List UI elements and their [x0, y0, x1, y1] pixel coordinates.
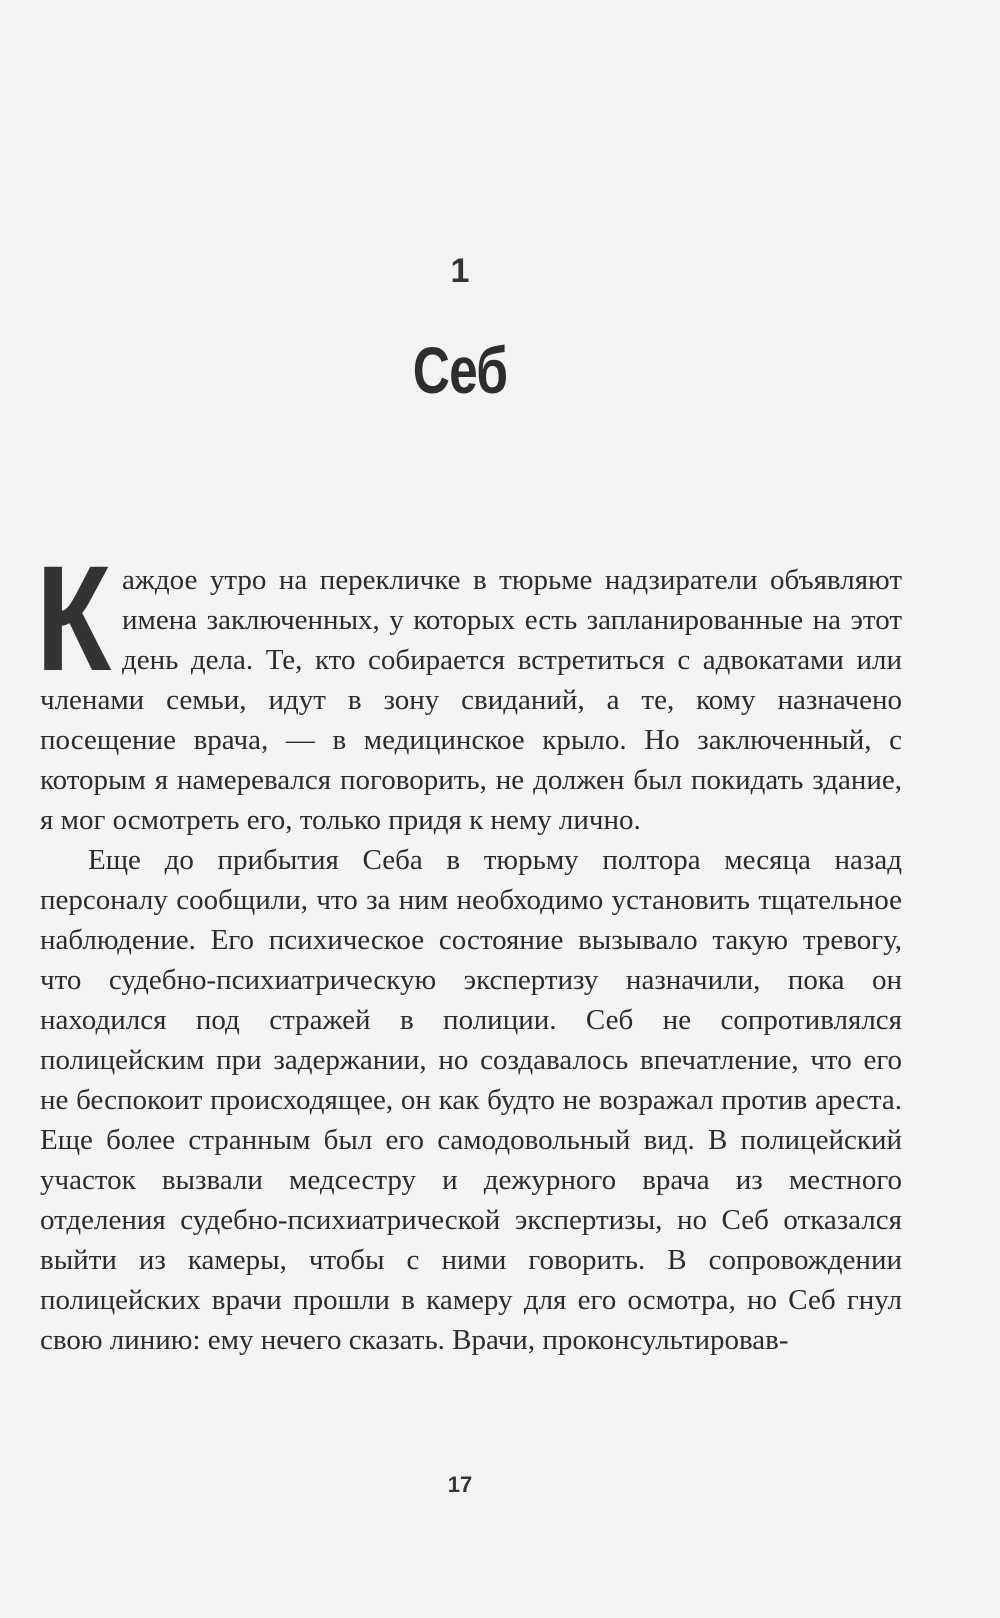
page-number: 17: [447, 1472, 473, 1497]
paragraph-1-text: аждое утро на перекличке в тюрьме надзиратели объявляют имена заключенных, у которых есть запланированные на этот день дела. Те, кто собирается встретиться с адвокатами или членами семьи, идут в зону свиданий, а те, кому назначено посещение врача, — в медицинское крыло. Но заключенный, с которым я намеревался поговорить, не должен был покидать здание, я мог осмотреть его, только придя к нему лично.: [40, 564, 902, 836]
drop-cap: К: [36, 534, 112, 702]
paragraph-2: Еще до прибытия Себа в тюрьму полтора месяца назад персоналу сообщили, что за ним необходимо установить тщательное наблюдение. Его психическое состояние вызывало такую тревогу, что судебно-психиатрическую экспертизу назначили, пока он находился под стражей в полиции. Себ не сопротивлялся полицейским при задержании, но создавалось впечатление, что его не беспокоит происходящее, он как будто не возражал против ареста. Еще более странным был его самодовольный вид. В полицейский участок вызвали медсестру и дежурного врача из местного отделения судебно-психиатрической экспертизы, но Себ отказался выйти из камеры, чтобы с ними говорить. В сопровождении полицейских врачи прошли в камеру для его осмотра, но Себ гнул свою линию: ему нечего сказать. Врачи, проконсультировав-: [40, 844, 902, 1356]
chapter-body: [36, 534, 902, 1360]
paragraph-1: [36, 534, 902, 840]
chapter-title: Себ: [412, 333, 508, 407]
chapter-number: 1: [450, 252, 470, 290]
